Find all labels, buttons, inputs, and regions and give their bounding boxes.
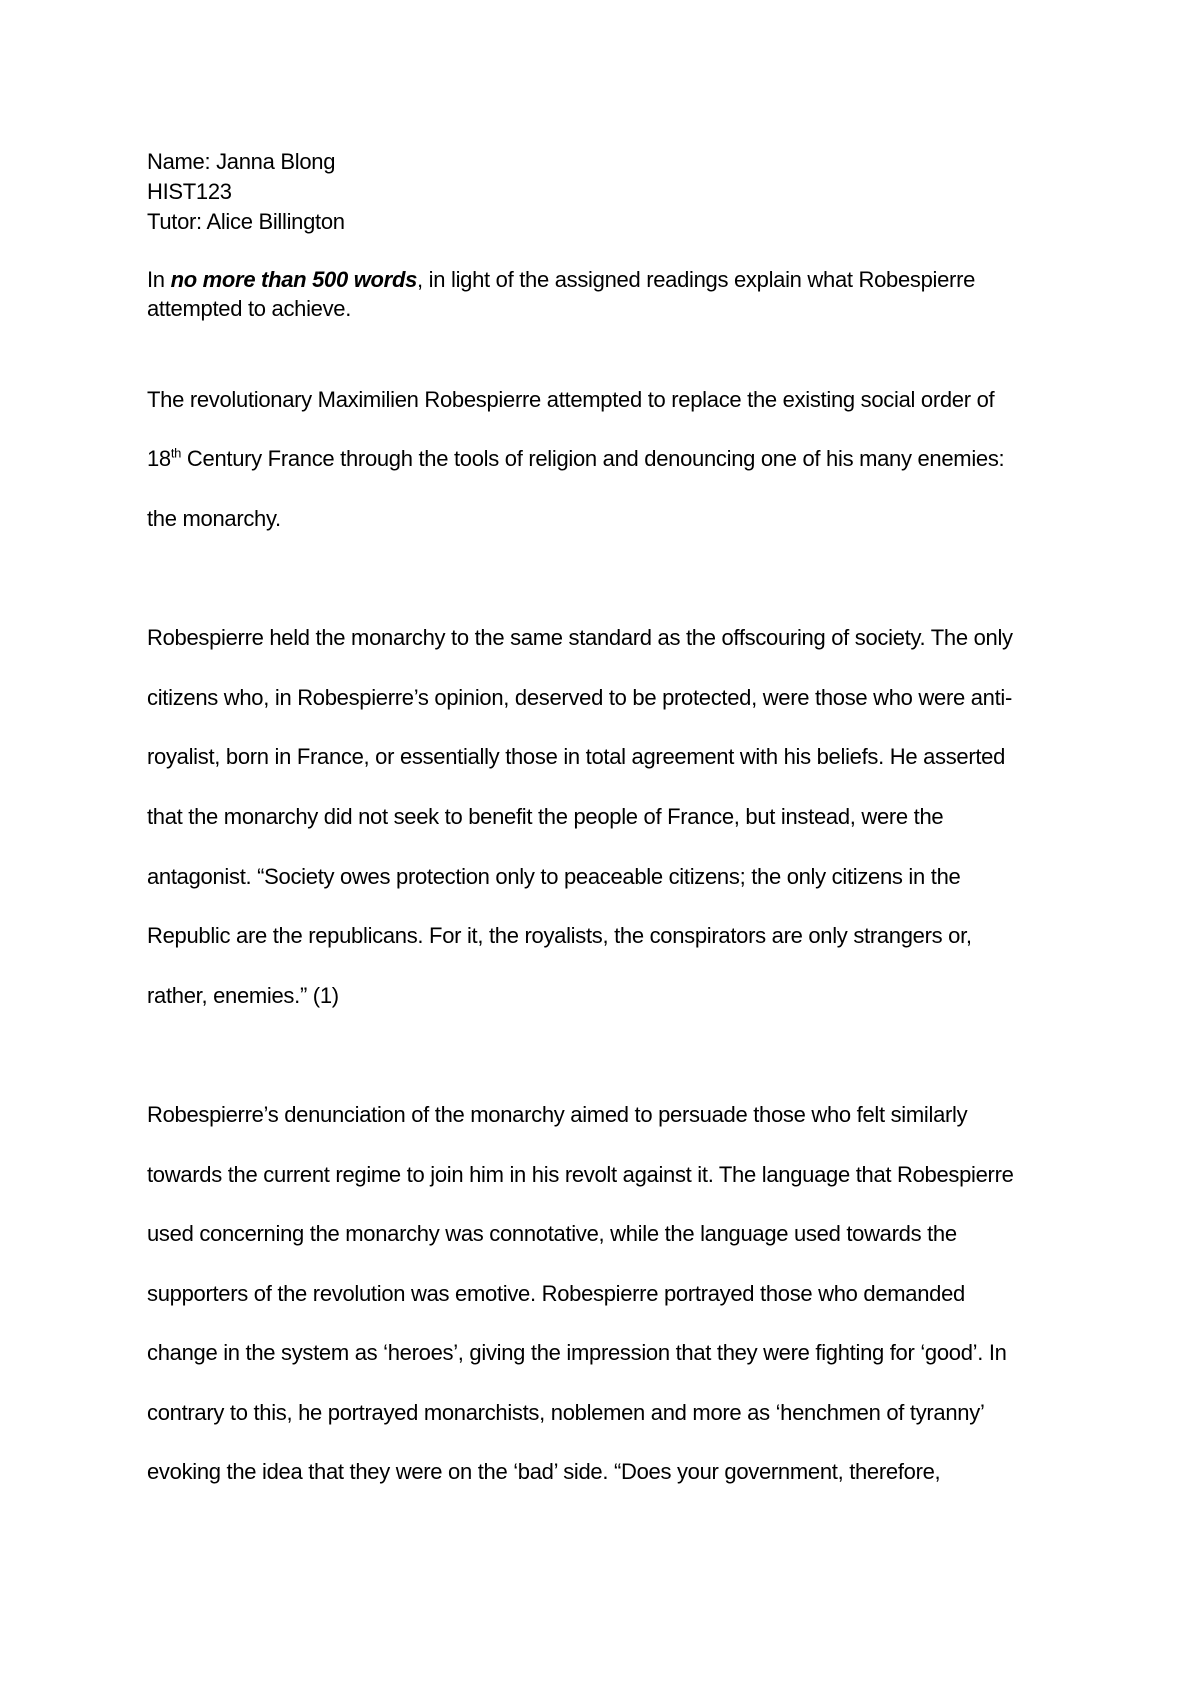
paragraph-3-line: towards the current regime to join him in his revolt against it. The language that Robespierre: [147, 1162, 1014, 1187]
paragraph-3-line: Robespierre’s denunciation of the monarchy aimed to persuade those who felt similarly: [147, 1102, 968, 1127]
paragraph-2-line: Republic are the republicans. For it, the royalists, the conspirators are only strangers or,: [147, 923, 972, 948]
paragraph-1-line: The revolutionary Maximilien Robespierre attempted to replace the existing social order of: [147, 387, 995, 412]
prompt-line-2: attempted to achieve.: [147, 296, 352, 321]
prompt-line-1: [147, 265, 1077, 294]
century-number: 18: [147, 446, 171, 471]
tutor-name: Tutor: Alice Billington: [147, 209, 345, 234]
paragraph-3-line: evoking the idea that they were on the ‘bad’ side. “Does your government, therefore,: [147, 1459, 941, 1484]
paragraph-1-line: the monarchy.: [147, 506, 281, 531]
student-name: Name: Janna Blong: [147, 149, 336, 174]
paragraph-2-line: that the monarchy did not seek to benefit the people of France, but instead, were the: [147, 804, 944, 829]
essay-prompt: [147, 265, 1077, 323]
paragraph-1-line-rest: Century France through the tools of religion and denouncing one of his many enemies:: [181, 446, 1005, 471]
prompt-word-limit: no more than 500 words: [170, 267, 418, 292]
paragraph-2-line: rather, enemies.” (1): [147, 983, 339, 1008]
paragraph-2-line: antagonist. “Society owes protection only to peaceable citizens; the only citizens in the: [147, 864, 961, 889]
paragraph-2-line: royalist, born in France, or essentially those in total agreement with his beliefs. He asserted: [147, 744, 1006, 769]
student-header: [147, 147, 1077, 237]
prompt-suffix: , in light of the assigned readings explain what Robespierre: [417, 267, 976, 292]
paragraph-1-line: [147, 445, 1004, 473]
paragraph-2-line: citizens who, in Robespierre’s opinion, deserved to be protected, were those who were anti-: [147, 685, 1013, 710]
paragraph-2-line: Robespierre held the monarchy to the same standard as the offscouring of society. The only: [147, 625, 1013, 650]
prompt-prefix: In: [147, 267, 171, 292]
paragraph-3-line: supporters of the revolution was emotive. Robespierre portrayed those who demanded: [147, 1281, 965, 1306]
paragraph-3-line: used concerning the monarchy was connotative, while the language used towards the: [147, 1221, 957, 1246]
paragraph-3-line: contrary to this, he portrayed monarchists, noblemen and more as ‘henchmen of tyranny’: [147, 1400, 985, 1425]
ordinal-superscript: th: [170, 445, 182, 461]
paragraph-3-line: change in the system as ‘heroes’, giving the impression that they were fighting for ‘good’. In: [147, 1340, 1007, 1365]
course-code: HIST123: [147, 179, 232, 204]
